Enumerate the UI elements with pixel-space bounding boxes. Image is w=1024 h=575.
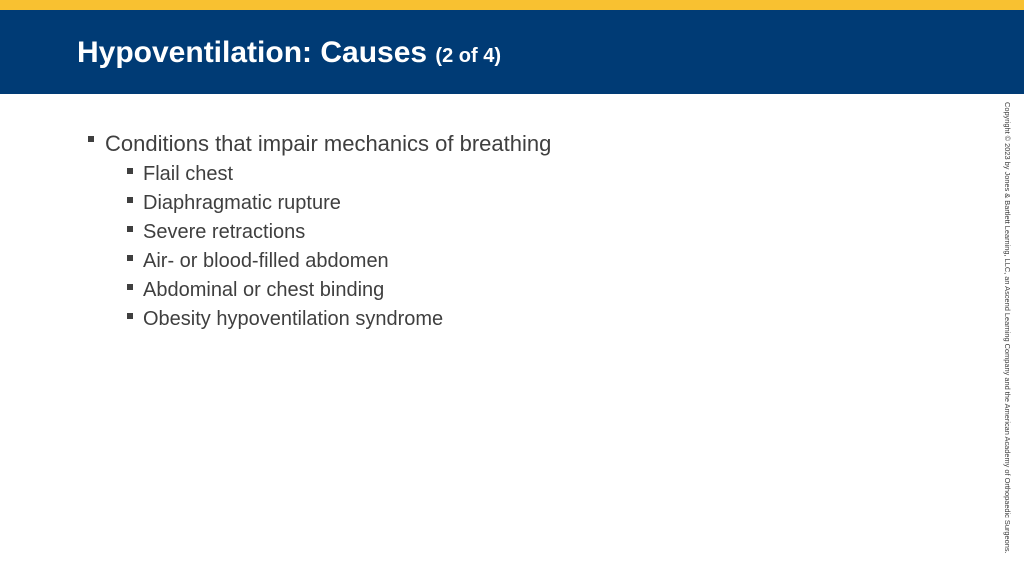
sub-bullet-text: Air- or blood-filled abdomen — [143, 250, 389, 272]
sub-bullet-text: Flail chest — [143, 163, 234, 185]
header-accent-bar — [0, 0, 1024, 10]
bullet-square-icon — [88, 136, 94, 142]
bullet-square-icon — [127, 313, 133, 319]
copyright-notice: Copyright © 2023 by Jones & Bartlett Learning, LLC, an Ascend Learning Company and the American Academy of Orthopaedic Surgeons. — [1003, 102, 1012, 554]
slide-title-suffix: (2 of 4) — [435, 45, 501, 67]
sub-bullet-text: Obesity hypoventilation syndrome — [143, 308, 444, 330]
bullet-square-icon — [127, 255, 133, 261]
bullet-square-icon — [127, 168, 133, 174]
sub-bullet-text: Abdominal or chest binding — [143, 279, 385, 301]
sub-bullet-text: Severe retractions — [143, 221, 306, 243]
bullet-square-icon — [127, 226, 133, 232]
slide-title — [77, 34, 501, 75]
bullet-square-icon — [127, 197, 133, 203]
bullet-text: Conditions that impair mechanics of breathing — [105, 131, 552, 156]
slide-title-text: Hypoventilation: Causes — [77, 36, 428, 69]
bullet-square-icon — [127, 284, 133, 290]
sub-bullet-text: Diaphragmatic rupture — [143, 192, 341, 214]
